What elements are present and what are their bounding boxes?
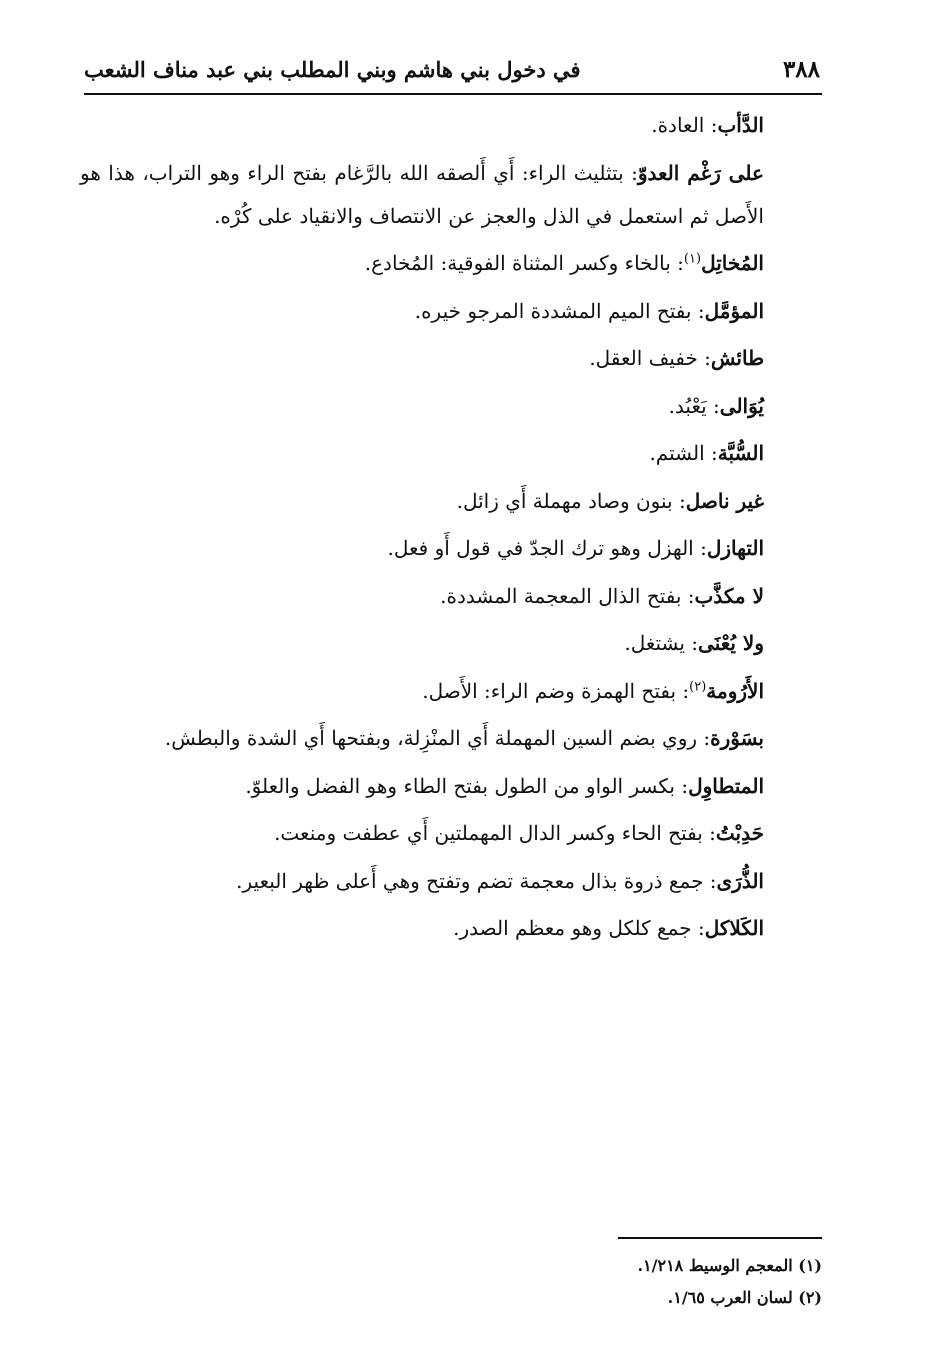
glossary-definition: : بكسر الواو من الطول بفتح الطاء وهو الفضل والعلوّ. (245, 773, 689, 798)
glossary-definition: : بتثليث الراء: أَي أَلصقه الله بالرَّغام بفتح الراء وهو التراب، هذا هو الأَصل ثم استعمل في الذل والعجز عن الانتصاف والانقياد على كُرْه. (80, 160, 764, 228)
glossary-entry (80, 812, 764, 855)
glossary-term: بسَوْرة (710, 726, 764, 750)
glossary-definition: : يَعْبُد. (668, 393, 720, 418)
glossary-entry (80, 670, 764, 713)
glossary-entry (80, 152, 802, 238)
footnote: (٢) لسان العرب ١/٦٥. (667, 1288, 822, 1307)
glossary-term: الدَّأب (717, 113, 764, 137)
glossary-body (80, 104, 764, 955)
footnote-rule (618, 1237, 822, 1239)
glossary-entry (80, 480, 764, 523)
glossary-definition: : خفيف العقل. (589, 346, 711, 370)
glossary-term: السُّبَّة (717, 441, 764, 465)
glossary-term: المُخاتِل (701, 251, 764, 275)
glossary-definition: : جمع ذروة بذال معجمة تضم وتفتح وهي أَعلى ظهر البعير. (236, 868, 717, 893)
page-number: ٣٨٨ (782, 56, 820, 83)
header-rule (84, 93, 822, 95)
glossary-entry (80, 104, 764, 147)
glossary-term: المؤمَّل (704, 298, 764, 323)
glossary-term: غير ناصل (685, 488, 764, 513)
glossary-entry (80, 527, 764, 570)
glossary-definition: : روي بضم السين المهملة أَي المنْزِلة، وبفتحها أَي الشدة والبطش. (164, 726, 711, 750)
running-title: في دخول بني هاشم وبني المطلب بني عبد مناف الشعب (84, 57, 581, 82)
footnote: (١) المعجم الوسيط ١/٢١٨. (637, 1256, 822, 1275)
glossary-entry (80, 622, 764, 665)
glossary-term: طائش (710, 346, 764, 370)
glossary-term: حَدِبْتُ (715, 821, 764, 845)
glossary-definition: : جمع كلكل وهو معظم الصدر. (453, 916, 705, 940)
glossary-term: لا مكذَّب (694, 583, 764, 608)
footnote-marker: (١) (683, 251, 702, 267)
glossary-term: التهازل (706, 536, 764, 560)
glossary-entry (80, 242, 764, 285)
glossary-term: الأَرُومة (706, 678, 764, 703)
glossary-definition: : بفتح الهمزة وضم الراء: الأَصل. (422, 678, 690, 703)
glossary-definition: : بالخاء وكسر المثناة الفوقية: المُخادع. (364, 251, 684, 275)
glossary-entry (80, 432, 764, 475)
glossary-definition: : بفتح الميم المشددة المرجو خيره. (414, 298, 705, 323)
glossary-definition: : بفتح الذال المعجمة المشددة. (440, 583, 695, 608)
glossary-entry (80, 337, 764, 380)
glossary-entry (80, 290, 764, 333)
glossary-term: المتطاوِل (688, 773, 764, 798)
glossary-entry (80, 385, 764, 428)
glossary-entry (80, 717, 764, 760)
footnotes (400, 1250, 822, 1314)
glossary-definition: : يشتغل. (624, 631, 699, 655)
glossary-term: على رَغْم العدوّ (637, 160, 764, 185)
glossary-term: يُوَالى (719, 393, 764, 418)
glossary-term: الكَلاكل (704, 916, 764, 940)
glossary-definition: : الهزل وهو ترك الجدّ في قول أَو فعل. (387, 536, 707, 560)
glossary-definition: : بفتح الحاء وكسر الدال المهملتين أَي عطفت ومنعت. (274, 821, 716, 845)
glossary-term: ولا يُعْنَى (698, 631, 764, 655)
glossary-definition: : الشتم. (649, 441, 718, 465)
glossary-term: الذُّرَى (716, 868, 764, 893)
glossary-definition: : بنون وصاد مهملة أَي زائل. (456, 488, 686, 513)
glossary-definition: : العادة. (651, 113, 718, 137)
footnote-marker: (٢) (689, 678, 707, 694)
glossary-entry (80, 765, 764, 808)
glossary-entry (80, 575, 764, 618)
page-header (84, 56, 822, 90)
glossary-entry (80, 860, 764, 903)
glossary-entry (80, 907, 764, 950)
